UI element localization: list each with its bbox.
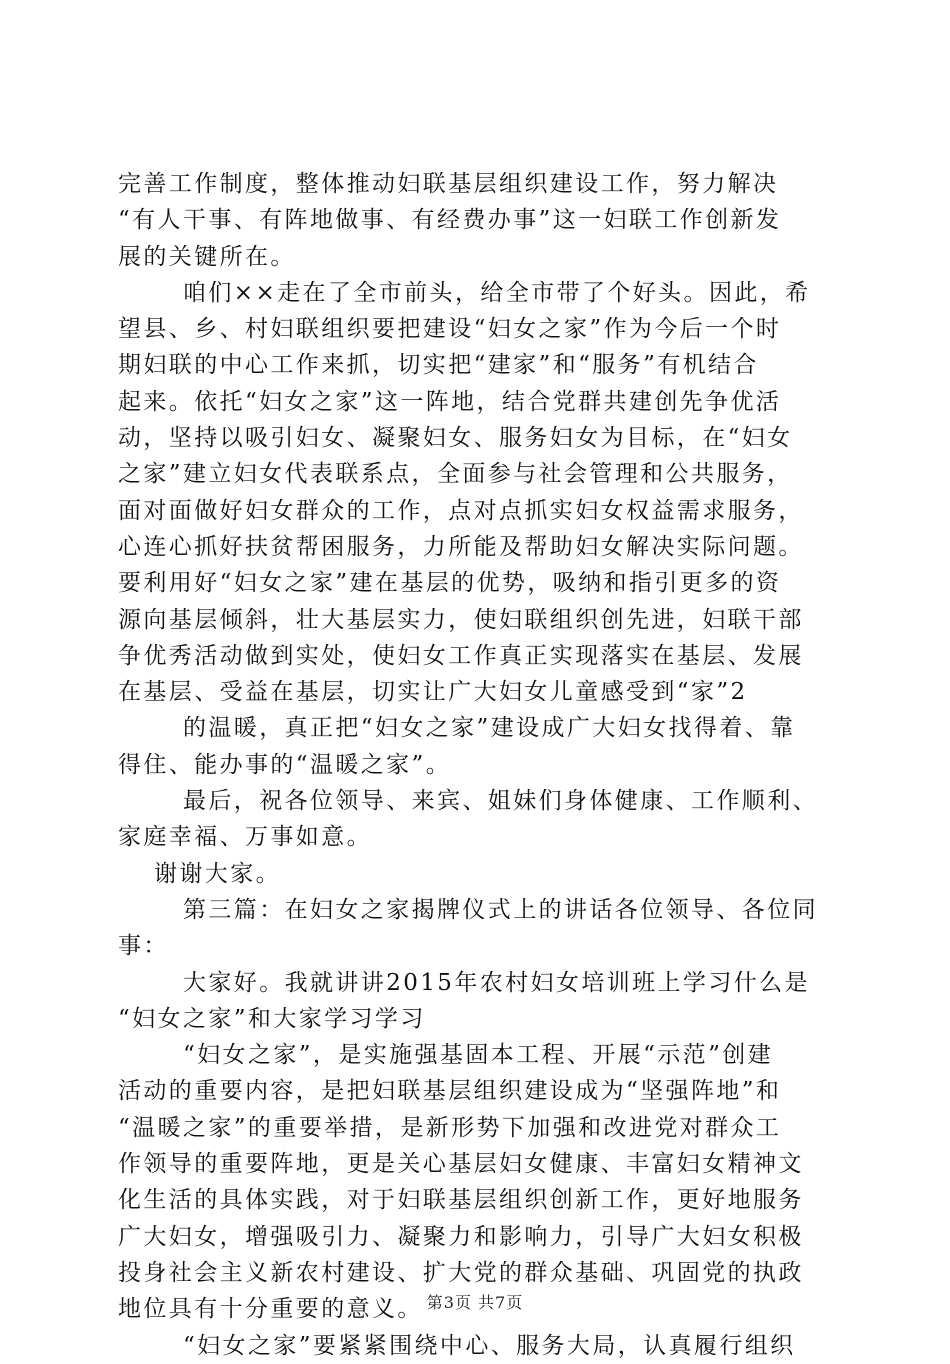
text-line: 大家好。我就讲讲2015年农村妇女培训班上学习什么是 [183,969,810,996]
text-line: 展的关键所在。 [118,243,296,270]
text-line: 最后，祝各位领导、来宾、姐妹们身体健康、工作顺利、 [183,788,818,815]
text-line: 完善工作制度，整体推动妇联基层组织建设工作，努力解决 [118,171,779,197]
text-line: 要利用好“妇女之家”建在基层的优势，吸纳和指引更多的资 [118,570,782,597]
text-line: 家庭幸福、万事如意。 [118,824,372,851]
text-line: 咱们××走在了全市前头，给全市带了个好头。因此，希 [183,279,811,306]
text-line: 心连心抓好扶贫帮困服务，力所能及帮助妇女解决实际问题。 [118,533,804,560]
text-line: 之家”建立妇女代表联系点，全面参与社会管理和公共服务， [118,461,793,488]
text-line: 地位具有十分重要的意义。 [118,1296,423,1323]
body-text [118,166,832,1364]
text-line: 化生活的具体实践，对于妇联基层组织创新工作，更好地服务 [118,1187,804,1214]
text-line: 广大妇女，增强吸引力、凝聚力和影响力，引导广大妇女积极 [118,1223,804,1250]
text-line: 面对面做好妇女群众的工作，点对点抓实妇女权益需求服务， [118,497,804,524]
text-line: 源向基层倾斜，壮大基层实力，使妇联组织创先进，妇联干部 [118,606,804,633]
text-line: “妇女之家”要紧紧围绕中心、服务大局，认真履行组织 [183,1332,796,1359]
text-line: 争优秀活动做到实处，使妇女工作真正实现落实在基层、发展 [118,642,804,669]
text-line: 第三篇：在妇女之家揭牌仪式上的讲话各位领导、各位同 [183,896,818,923]
text-line: 动，坚持以吸引妇女、凝聚妇女、服务妇女为目标，在“妇女 [118,425,793,452]
text-line: 得住、能办事的“温暖之家”。 [118,751,452,778]
text-line: 期妇联的中心工作来抓，切实把“建家”和“服务”有机结合 [118,352,759,379]
text-line: 投身社会主义新农村建设、扩大党的群众基础、巩固党的执政 [118,1259,804,1286]
text-line: 在基层、受益在基层，切实让广大妇女儿童感受到“家”2 [118,679,748,706]
text-line: 谢谢大家。 [154,860,281,887]
text-line: 作领导的重要阵地，更是关心基层妇女健康、丰富妇女精神文 [118,1151,804,1178]
text-line: 事： [118,933,169,960]
text-line: “温暖之家”的重要举措，是新形势下加强和改进党对群众工 [118,1114,782,1141]
text-line: “有人干事、有阵地做事、有经费办事”这一妇联工作创新发 [118,207,782,234]
text-line: “妇女之家”和大家学习学习 [118,1005,426,1032]
text-line: “妇女之家”，是实施强基固本工程、开展“示范”创建 [183,1042,774,1069]
text-line: 望县、乡、村妇联组织要把建设“妇女之家”作为今后一个时 [118,316,782,343]
text-line: 的温暖，真正把“妇女之家”建设成广大妇女找得着、靠 [183,715,796,742]
text-line: 活动的重要内容，是把妇联基层组织建设成为“坚强阵地”和 [118,1078,782,1105]
text-line: 起来。依托“妇女之家”这一阵地，结合党群共建创先争优活 [118,388,782,415]
page-number-footer: 第3页 共7页 [426,1293,524,1312]
